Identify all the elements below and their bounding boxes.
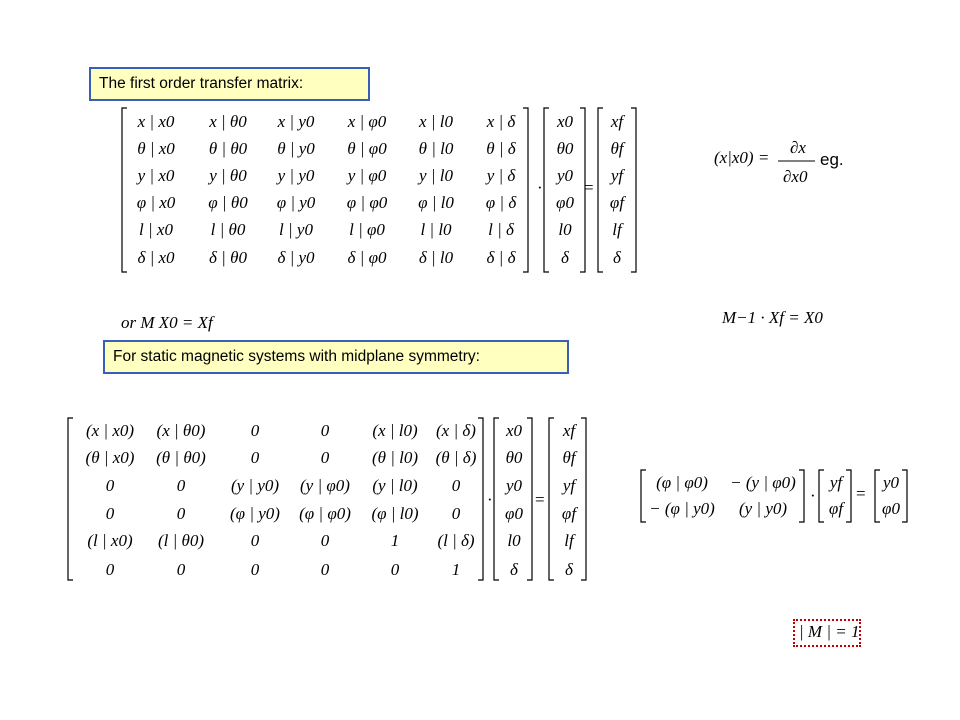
m1-cell-2-0: y | x0 [137, 166, 175, 185]
m1-cell-0-2: x | y0 [277, 112, 315, 131]
m1-cell-2-1: y | θ0 [209, 166, 247, 185]
vf-cell-3-0: φf [609, 193, 625, 212]
m2-cell-4-4: 1 [390, 531, 400, 550]
matrix2-bracket [68, 418, 483, 580]
equals-operator-1: = [584, 178, 594, 197]
m2-cell-5-4: 0 [390, 560, 400, 579]
m2-cell-1-2: 0 [250, 448, 260, 467]
m1-cell-3-0: φ | x0 [136, 193, 176, 212]
m1-cell-3-5: φ | δ [485, 193, 517, 212]
v30-cell-0-0: y0 [882, 473, 900, 492]
vf-cell-2-0: yf [610, 166, 624, 185]
vf-cell-1-0: θf [610, 139, 624, 158]
m1-cell-5-0: δ | x0 [137, 248, 175, 267]
m2-cell-0-5: (x | δ) [436, 421, 476, 440]
m2-cell-1-0: (θ | x0) [85, 448, 135, 467]
v0-cell-2-0: y0 [556, 166, 574, 185]
m2-cell-5-5: 1 [451, 560, 461, 579]
m2-cell-5-2: 0 [250, 560, 260, 579]
m1-cell-3-4: φ | l0 [418, 193, 454, 212]
m1-cell-3-3: φ | φ0 [346, 193, 388, 212]
m2-cell-0-4: (x | l0) [372, 421, 418, 440]
m2-cell-3-5: 0 [451, 504, 461, 523]
vfb-cell-1-0: θf [562, 448, 576, 467]
m1-cell-5-5: δ | δ [486, 248, 516, 267]
derivative-lhs: (x|x0) = [714, 148, 770, 167]
m1-cell-4-4: l | l0 [420, 220, 452, 239]
m2-cell-4-1: (l | θ0) [157, 531, 205, 550]
m3-cell-0-0: (φ | φ0) [656, 473, 708, 492]
derivative-numerator: ∂x [790, 138, 806, 157]
m1-cell-5-4: δ | l0 [418, 248, 454, 267]
m1-cell-5-2: δ | y0 [277, 248, 315, 267]
m1-cell-2-4: y | l0 [419, 166, 453, 185]
m1-cell-0-4: x | l0 [419, 112, 453, 131]
m1-cell-1-5: θ | δ [486, 139, 516, 158]
vfb-cell-5-0: δ [565, 560, 573, 579]
m2-cell-0-2: 0 [250, 421, 260, 440]
m2-cell-0-3: 0 [320, 421, 330, 440]
matrix1-bracket [122, 108, 528, 272]
m1-cell-5-1: δ | θ0 [209, 248, 247, 267]
m2-cell-3-4: (φ | l0) [371, 504, 419, 523]
m1-cell-2-3: y | φ0 [347, 166, 387, 185]
m2-cell-1-4: (θ | l0) [371, 448, 419, 467]
section-header-text: For static magnetic systems with midplane symmetry: [113, 348, 480, 365]
m2-cell-0-0: (x | x0) [85, 421, 135, 440]
m2-cell-1-1: (θ | θ0) [156, 448, 206, 467]
m2-cell-2-2: (y | y0) [230, 476, 280, 495]
vfb-cell-3-0: φf [561, 504, 577, 523]
equals-operator-3: = [856, 484, 866, 503]
v3f-cell-1-0: φf [828, 499, 844, 518]
m2-cell-2-4: (y | l0) [372, 476, 418, 495]
example-label: eg. [820, 150, 844, 169]
m1-cell-1-2: θ | y0 [277, 139, 315, 158]
v0b-cell-0-0: x0 [505, 421, 523, 440]
m1-cell-2-5: y | δ [486, 166, 516, 185]
v30-cell-1-0: φ0 [882, 499, 900, 518]
vectorfb-bracket [549, 418, 586, 580]
v0-cell-1-0: θ0 [556, 139, 574, 158]
m2-cell-5-3: 0 [320, 560, 330, 579]
m3-cell-1-1: (y | y0) [738, 499, 788, 518]
m1-cell-5-3: δ | φ0 [347, 248, 387, 267]
v0-cell-0-0: x0 [556, 112, 574, 131]
m2-cell-2-0: 0 [105, 476, 115, 495]
m2-cell-1-3: 0 [320, 448, 330, 467]
m2-cell-5-1: 0 [176, 560, 186, 579]
m1-cell-4-3: l | φ0 [349, 220, 385, 239]
vfb-cell-2-0: yf [562, 476, 576, 495]
m1-cell-4-0: l | x0 [139, 220, 173, 239]
vf-cell-0-0: xf [610, 112, 624, 131]
m2-cell-5-0: 0 [105, 560, 115, 579]
m1-cell-4-5: l | δ [488, 220, 514, 239]
derivative-denominator: ∂x0 [783, 167, 808, 186]
vf-cell-5-0: δ [613, 248, 621, 267]
m1-cell-0-1: x | θ0 [209, 112, 247, 131]
v0b-cell-2-0: y0 [505, 476, 523, 495]
m1-cell-2-2: y | y0 [277, 166, 315, 185]
vf-cell-4-0: lf [612, 220, 622, 239]
m2-cell-2-5: 0 [451, 476, 461, 495]
inverse-equation: M−1 · Xf = X0 [722, 308, 823, 327]
v0b-cell-3-0: φ0 [505, 504, 523, 523]
m3-cell-1-0: − (φ | y0) [649, 499, 715, 518]
vfb-cell-0-0: xf [562, 421, 576, 440]
m1-cell-0-5: x | δ [486, 112, 516, 131]
m2-cell-0-1: (x | θ0) [156, 421, 206, 440]
v0b-cell-5-0: δ [510, 560, 518, 579]
m1-cell-1-4: θ | l0 [418, 139, 454, 158]
determinant-equation: | M | = 1 [799, 622, 860, 641]
v3f-cell-0-0: yf [829, 473, 843, 492]
m1-cell-1-0: θ | x0 [137, 139, 175, 158]
section-header-text: The first order transfer matrix: [99, 75, 304, 92]
m1-cell-0-3: x | φ0 [347, 112, 387, 131]
m2-cell-3-0: 0 [105, 504, 115, 523]
matrix-equation: or M X0 = Xf [121, 313, 213, 332]
vector0b-bracket [494, 418, 532, 580]
v0b-cell-1-0: θ0 [505, 448, 523, 467]
m2-cell-1-5: (θ | δ) [435, 448, 477, 467]
m2-cell-3-1: 0 [176, 504, 186, 523]
m2-cell-2-3: (y | φ0) [300, 476, 350, 495]
v0-cell-3-0: φ0 [556, 193, 574, 212]
v0-cell-4-0: l0 [558, 220, 572, 239]
m1-cell-1-3: θ | φ0 [347, 139, 387, 158]
dot-operator-1: · [537, 178, 543, 197]
vfb-cell-4-0: lf [564, 531, 574, 550]
equals-operator-2: = [535, 490, 545, 509]
m2-cell-4-0: (l | x0) [87, 531, 133, 550]
m2-cell-2-1: 0 [176, 476, 186, 495]
dot-operator-3: · [810, 486, 816, 505]
v0-cell-5-0: δ [561, 248, 569, 267]
dot-operator-2: · [487, 490, 493, 509]
m1-cell-0-0: x | x0 [137, 112, 175, 131]
m2-cell-3-2: (φ | y0) [230, 504, 280, 523]
m1-cell-4-1: l | θ0 [210, 220, 246, 239]
m2-cell-3-3: (φ | φ0) [299, 504, 351, 523]
m2-cell-4-5: (l | δ) [437, 531, 475, 550]
m1-cell-3-1: φ | θ0 [208, 193, 248, 212]
m1-cell-1-1: θ | θ0 [208, 139, 248, 158]
m1-cell-4-2: l | y0 [279, 220, 313, 239]
m3-cell-0-1: − (y | φ0) [730, 473, 796, 492]
m1-cell-3-2: φ | y0 [276, 193, 316, 212]
v0b-cell-4-0: l0 [507, 531, 521, 550]
m2-cell-4-3: 0 [320, 531, 330, 550]
m2-cell-4-2: 0 [250, 531, 260, 550]
